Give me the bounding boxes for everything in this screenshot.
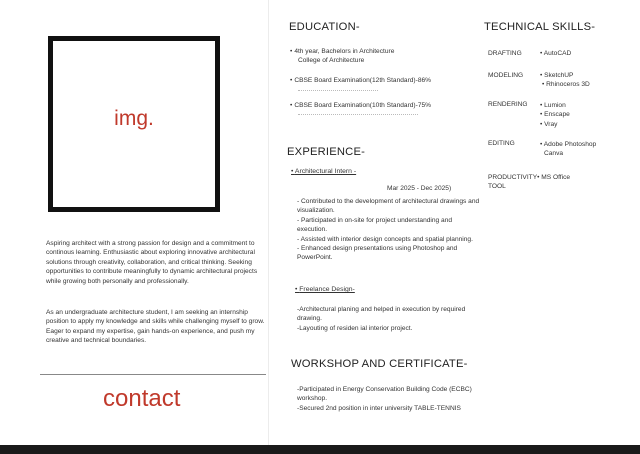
skill-item: Canva [544,150,564,158]
skill-values-modeling [540,71,590,90]
skill-item: • Enscape [540,111,570,119]
job-title: • Freelance Design- [295,286,355,293]
education-item-line1: CBSE Board Examination(10th Standard)-75% [294,102,432,109]
contact-heading: contact [103,385,181,412]
technical-skills-heading: TECHNICAL SKILLS- [484,21,596,33]
summary-paragraph-1: Aspiring architect with a strong passion for design and a commitment to continous learning. Enthusiastic about exploring innovative architectural solutions through creativity, collaboration, and critical thinking. Seeking opportunities to contribute meaningfully to dynamic architectural projects while growing both personally and professionally. [46,240,258,285]
workshop-list [297,385,487,413]
job-description [297,305,472,333]
workshop-heading: WORKSHOP AND CERTIFICATE- [291,358,468,370]
skill-item: • Lumion [540,102,566,109]
education-item [290,101,475,110]
bottom-border [0,445,640,454]
skill-values-editing [540,140,596,159]
skill-category-productivity: PRODUCTIVITY• MS Office TOOL [488,174,571,191]
bullet-icon: • [295,286,300,293]
education-heading: EDUCATION- [289,21,360,33]
job-bullet: - Assisted with interior design concepts and spatial planning. [297,235,473,243]
skill-category-drafting: DRAFTING [488,50,522,57]
contact-divider [40,374,266,375]
bullet-icon: • [290,102,293,109]
education-item-line1: CBSE Board Examination(12th Standard)-86% [294,77,432,84]
bullet-icon: • [291,168,295,175]
education-item-line1: 4th year, Bachelors in Architecture [294,48,395,55]
skill-category-editing: EDITING [488,140,515,147]
job-description [297,197,480,263]
education-item-line2: College of Architecture [298,57,365,65]
faded-text-line [298,114,418,116]
bullet-icon: • [290,48,293,55]
skill-item: • Rhinoceros 3D [542,81,590,89]
photo-placeholder-label: img. [114,107,154,130]
skill-item: • SketchUP [540,72,574,79]
bullet-icon: • [290,77,293,84]
skill-item: • Vray [540,120,558,128]
job-bullet: - Enhanced design presentations using Photoshop and PowerPoint. [297,245,458,262]
summary-paragraph-2: As an undergraduate architecture student, I am seeking an internship position to apply my knowledge and skills while challenging myself to grow. Eager to expand my expertise, gain hands-on experience, and push my creative and technical boundaries. [46,309,265,345]
job-date: Mar 2025 - Dec 2025) [387,185,452,192]
workshop-item: -Participated in Energy Conservation Building Code (ECBC) workshop. [297,386,472,403]
job-bullet: -Architectural planing and helped in execution by required drawing. [297,306,466,323]
page-fold-divider [268,0,269,445]
profile-photo-placeholder [48,36,220,212]
education-item [290,76,475,85]
job-bullet: - Participated in on-site for project understanding and execution. [297,216,453,234]
skill-values-rendering [540,101,570,129]
skill-values-drafting [540,49,571,58]
faded-text-line [298,90,378,92]
job-bullet: -Layouting of residen ial interior project. [297,324,413,332]
skill-category-modeling: MODELING [488,72,524,79]
job-bullet: - Contributed to the development of architectural drawings and visualization. [297,198,480,215]
experience-heading: EXPERIENCE- [287,146,366,158]
workshop-item: -Secured 2nd position in inter university TABLE-TENNIS [297,404,461,412]
education-item [290,47,475,66]
skill-item: • Adobe Photoshop [540,141,597,148]
skill-category-rendering: RENDERING [488,101,528,108]
skill-item: • AutoCAD [540,50,572,57]
job-title: • Architectural Intern - [291,168,357,175]
